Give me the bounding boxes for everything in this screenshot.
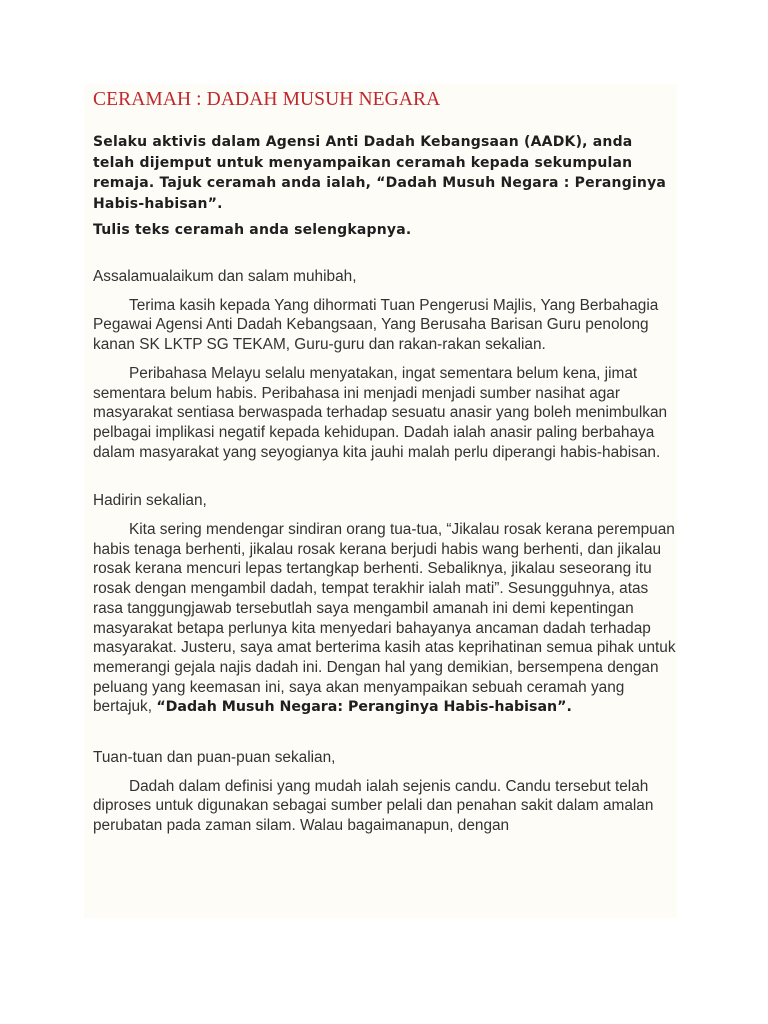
- paragraph-proverb: Peribahasa Melayu selalu menyatakan, ingat sementara belum kena, jimat sementara belum habis. Peribahasa ini menjadi menjadi sumber nasihat agar masyarakat sentiasa berwaspada terhadap sesuatu anasir yang boleh menimbulkan pelbagai implikasi negatif kepada kehidupan. Dadah ialah anasir paling berbahaya dalam masyarakat yang seyogianya kita jauhi malah perlu diperangi habis-habisan.: [93, 364, 668, 461]
- paragraph-introduction: [93, 520, 677, 718]
- task-paragraph: Selaku aktivis dalam Agensi Anti Dadah Kebangsaan (AADK), anda telah dijemput untuk menyampaikan ceramah kepada sekumpulan remaja. Tajuk ceramah anda ialah, “Dadah Musuh Negara : Peranginya Habis-habisan”.: [93, 134, 667, 212]
- paragraph-definition: Dadah dalam definisi yang mudah ialah sejenis candu. Candu tersebut telah diproses untuk digunakan sebagai sumber pelali dan penahan sakit dalam amalan perubatan pada zaman silam. Walau bagaimanapun, dengan: [93, 777, 654, 835]
- paragraph-acknowledgement: Terima kasih kepada Yang dihormati Tuan Pengerusi Majlis, Yang Berbahagia Pegawai Agensi Anti Dadah Kebangsaan, Yang Berusaha Barisan Guru penolong kanan SK LKTP SG TEKAM, Guru-guru dan rakan-rakan sekalian.: [93, 296, 659, 354]
- speech-body: [93, 267, 677, 836]
- document-page: [84, 84, 677, 918]
- document-title: CERAMAH : DADAH MUSUH NEGARA: [93, 89, 441, 110]
- task-instruction: Tulis teks ceramah anda selengkapnya.: [93, 222, 412, 238]
- greeting-salutation: Assalamualaikum dan salam muhibah,: [93, 268, 357, 285]
- speech-title-quote: “Dadah Musuh Negara: Peranginya Habis-habisan”.: [156, 699, 572, 716]
- greeting-audience: Hadirin sekalian,: [93, 492, 207, 510]
- paragraph-introduction-text: Kita sering mendengar sindiran orang tua-tua, “Jikalau rosak kerana perempuan habis tenaga berhenti, jikalau rosak kerana berjudi habis wang berhenti, dan jikalau rosak kerana mencuri lepas tertangkap berhenti. Sebaliknya, jikalau seseorang itu rosak dengan mengambil dadah, tempat terakhir ialah mati”. Sesungguhnya, atas rasa tanggungjawab tersebutlah saya mengambil amanah ini demi kepentingan masyarakat betapa perlunya kita menyedari bahayanya ancaman dadah terhadap masyarakat. Justeru, saya amat berterima kasih atas keprihatinan semua pihak untuk memerangi gejala najis dadah ini. Dengan hal yang demikian, bersempena dengan peluang yang keemasan ini, saya akan menyampaikan sebuah ceramah yang bertajuk,: [93, 521, 676, 716]
- greeting-ladies-gentlemen: Tuan-tuan dan puan-puan sekalian,: [93, 749, 336, 767]
